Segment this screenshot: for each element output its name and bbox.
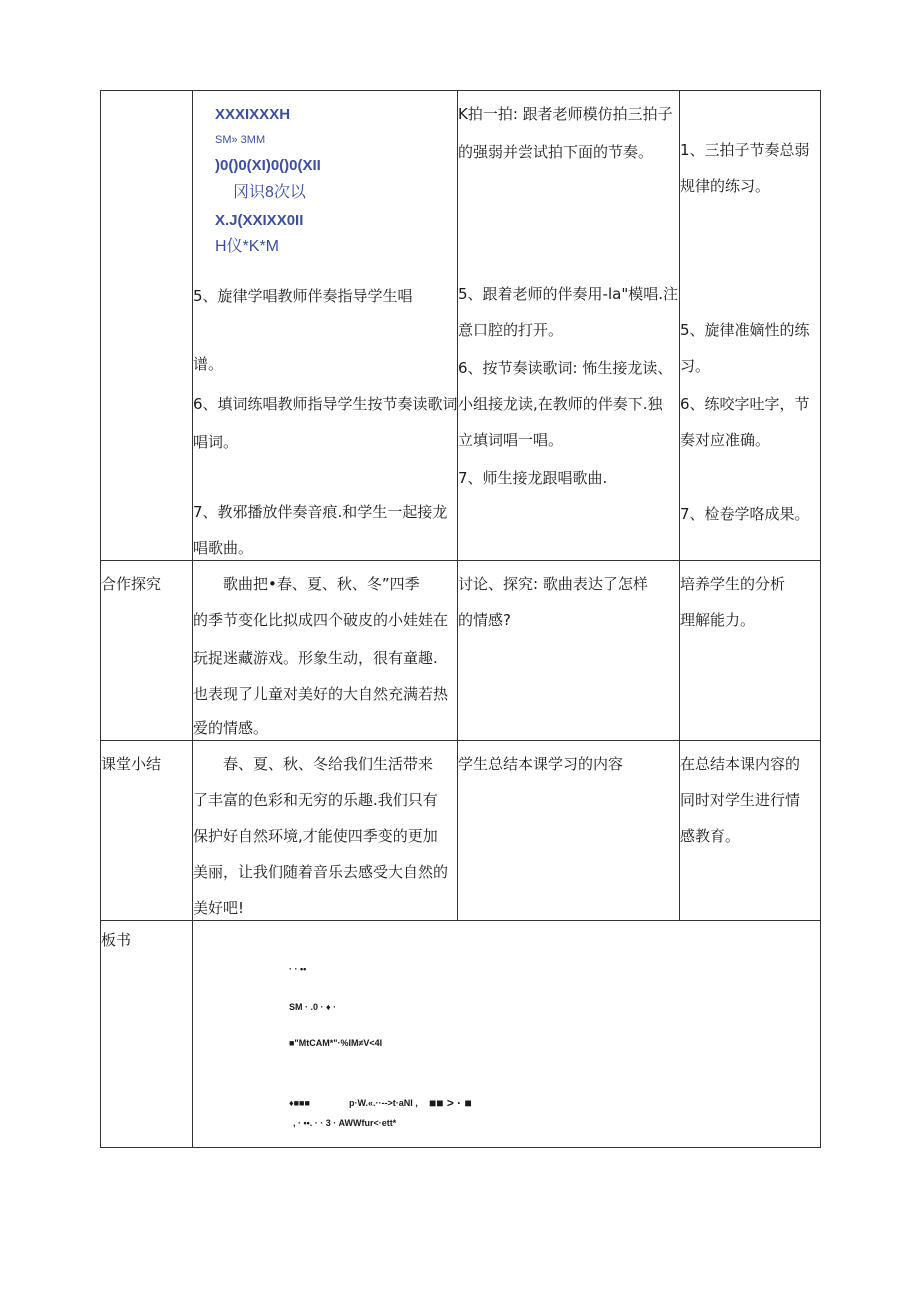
row-label: 课堂小结 [101,755,162,773]
rhythm-notation-line: XXXIXXXH [215,106,291,123]
step-text-line: 5、旋律学唱教师伴奏指导学生唱 [193,287,413,305]
row3-teacher-cell [193,741,458,921]
board-line: , · ••. · · 3 · AWWfur<·ett* [293,1118,397,1128]
step-text-line: 7、教邪播放伴奏音痕.和学生一起接龙 [193,503,448,521]
row-class-summary [101,741,821,921]
row2-purpose-cell [680,561,821,741]
row2-teacher-cell [193,561,458,741]
paragraph-line: 在总结本课内容的 [680,755,801,773]
activity-text-line: 立填词唱一唱。 [458,431,564,449]
activity-text-line: K拍一拍: 跟者老师模仿拍三拍子 [458,105,673,123]
row3-purpose-cell [680,741,821,921]
board-line: ■■ > · ■ [429,1096,472,1110]
paragraph-line: 学生总结本课学习的内容 [458,755,624,773]
paragraph-line: 保护好自然环境,才能使四季变的更加 [193,827,438,845]
board-line: ■"MtCAM*"·%IM≠V<4I [289,1038,383,1048]
row3-student-cell [458,741,680,921]
paragraph-line: 感教育。 [680,827,741,845]
row1-student-cell [458,91,680,561]
row1-label-cell [101,91,193,561]
rhythm-notation-line: 冈识8次以 [233,184,306,201]
row2-label-cell [101,561,193,741]
activity-text-line: 的强弱并尝试拍下面的节奏。 [458,143,654,161]
purpose-text-line: 7、检卷学咯成果。 [680,505,810,523]
board-line: p·W.«.··-->t·aNI , [349,1098,418,1108]
activity-text-line: 5、跟着老师的伴奏用-la"模唱.注 [458,285,678,303]
paragraph-line: 歌曲把•春、夏、秋、冬”四季 [223,575,420,593]
paragraph-line: 讨论、探究: 歌曲表达了怎样 [458,575,648,593]
paragraph-line: 春、夏、秋、冬给我们生活带来 [223,755,434,773]
paragraph-line: 玩捉迷藏游戏。形象生动，很有童趣. [193,649,438,667]
purpose-text-line: 奏对应准确。 [680,431,771,449]
step-text-line: 唱词。 [193,433,239,451]
row-teaching-steps [101,91,821,561]
rhythm-notation-line: )0()0(XI)0()0(XII [215,157,321,174]
purpose-text-line: 规律的练习。 [680,177,771,195]
row1-teacher-cell [193,91,458,561]
lesson-plan-table [100,90,821,1148]
row-cooperative-inquiry [101,561,821,741]
activity-text-line: 6、按节奏读歌词: 怖生接龙读、 [458,359,673,377]
rhythm-notation-line: X.J(XXIXX0II [215,212,304,229]
board-line: · · •• [289,964,307,974]
board-line: ♦■■■ [289,1098,310,1108]
row2-student-cell [458,561,680,741]
rhythm-notation-line: SM» 3MM [215,134,266,146]
row4-label-cell [101,921,193,1148]
row-label: 板书 [101,931,132,949]
purpose-text-line: 5、旋律准嫡性的练 [680,321,810,339]
row-board-writing [101,921,821,1148]
paragraph-line: 培养学生的分析 [680,575,786,593]
activity-text-line: 小组接龙读,在教师的伴奏下.独 [458,395,663,413]
paragraph-line: 了丰富的色彩和无穷的乐趣.我们只有 [193,791,438,809]
paragraph-line: 美丽，让我们随着音乐去感受大自然的 [193,863,449,881]
activity-text-line: 意口腔的打开。 [458,321,564,339]
step-text-line: 唱歌曲。 [193,539,254,557]
row3-label-cell [101,741,193,921]
row-label: 合作探究 [101,575,162,593]
row1-purpose-cell [680,91,821,561]
paragraph-line: 的情感? [458,611,511,629]
paragraph-line: 也表现了儿童对美好的大自然充满若热 [193,685,449,703]
rhythm-notation-line: H仪*K*M [215,238,280,255]
purpose-text-line: 习。 [680,357,711,375]
board-writing-cell [193,921,821,1148]
paragraph-line: 同时对学生进行情 [680,791,801,809]
purpose-text-line: 6、练咬字吐字，节 [680,395,810,413]
step-text-line: 6、填词练唱教师指导学生按节奏读歌词 [193,395,458,413]
activity-text-line: 7、师生接龙跟唱歌曲. [458,469,608,487]
paragraph-line: 美好吧! [193,899,245,917]
board-line: SM · .0 · ♦ · [289,1002,337,1012]
purpose-text-line: 1、三拍子节奏总弱 [680,141,810,159]
paragraph-line: 的季节变化比拟成四个破皮的小娃娃在 [193,611,449,629]
step-text-line: 谱。 [193,355,224,373]
paragraph-line: 理解能力。 [680,611,756,629]
paragraph-line: 爱的情感。 [193,719,269,737]
